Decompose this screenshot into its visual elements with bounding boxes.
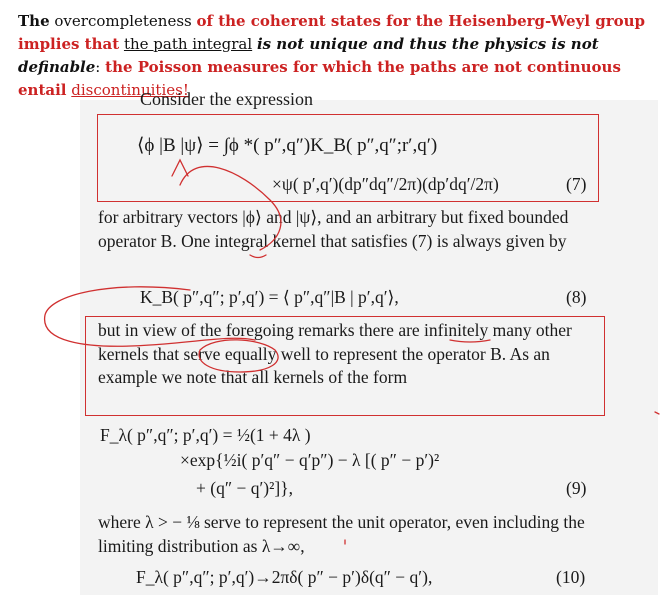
- equation-7-line-1: ⟨ϕ |B |ψ⟩ = ∫ϕ *( p″,q″)K_B( p″,q″;r′,q′): [137, 135, 438, 156]
- annotation-poisson-measures: the Poisson measures for which the paths are not continuous entail: [18, 58, 621, 99]
- annotation-not-unique: is not unique and thus the physics is not definable: [18, 35, 599, 76]
- equation-10: F_λ( p″,q″; p′,q′)→2πδ( p″ − p′)δ(q″ − q′),: [136, 567, 433, 587]
- mark-right-margin: [655, 412, 659, 414]
- equation-8: K_B( p″,q″; p′,q′) = ⟨ p″,q″|B | p′,q′⟩,: [140, 287, 399, 307]
- annotation-colon: :: [95, 58, 101, 76]
- paragraph-arbitrary-vectors: for arbitrary vectors |ϕ⟩ and |ψ⟩, and an arbitrary but fixed bounded operator B. One integral kernel that satisfies (7) is always given by: [98, 207, 569, 251]
- equation-7-line-2: ×ψ( p′,q′)(dp″dq″/2π)(dp′dq′/2π): [272, 174, 499, 194]
- arrow-curve-to-B: [180, 166, 281, 250]
- paragraph-unit-operator: where λ > − ⅛ serve to represent the unit operator, even including the limiting distribution as λ→∞,: [98, 512, 585, 556]
- equation-9-line-3: + (q″ − q′)²]},: [196, 478, 293, 498]
- annotation-discontinuities: discontinuities!: [71, 81, 189, 99]
- annotation-word-overcompleteness: overcompleteness: [54, 12, 192, 30]
- circle-kernels: [199, 340, 278, 372]
- equation-9-number: (9): [566, 478, 587, 498]
- equation-10-number: (10): [556, 567, 586, 587]
- arrow-head-at-B: [172, 160, 188, 176]
- big-loop-left: [45, 287, 255, 346]
- equation-8-number: (8): [566, 287, 587, 307]
- consider-heading: Consider the expression: [140, 89, 313, 109]
- underline-infinitely-squiggle: [450, 340, 490, 342]
- equation-9-line-1: F_λ( p″,q″; p′,q′) = ½(1 + 4λ ): [100, 425, 311, 445]
- paragraph-other-kernels: but in view of the foregoing remarks there are infinitely many other kernels that serve equally well to represent the operator B. As an example we note that all kernels of the form: [98, 320, 572, 387]
- equation-9-line-2: ×exp{½i( p′q″ − q′p″) − λ [( p″ − p′)²: [180, 450, 440, 470]
- underline-B-squiggle: [250, 255, 266, 258]
- annotation-word-the: The: [18, 12, 50, 30]
- annotation-path-integral: the path integral: [123, 35, 253, 53]
- equation-7-number: (7): [566, 174, 587, 194]
- annotation-clause-coherent-states: of the coherent states for the Heisenberg-Weyl group implies that: [18, 12, 646, 53]
